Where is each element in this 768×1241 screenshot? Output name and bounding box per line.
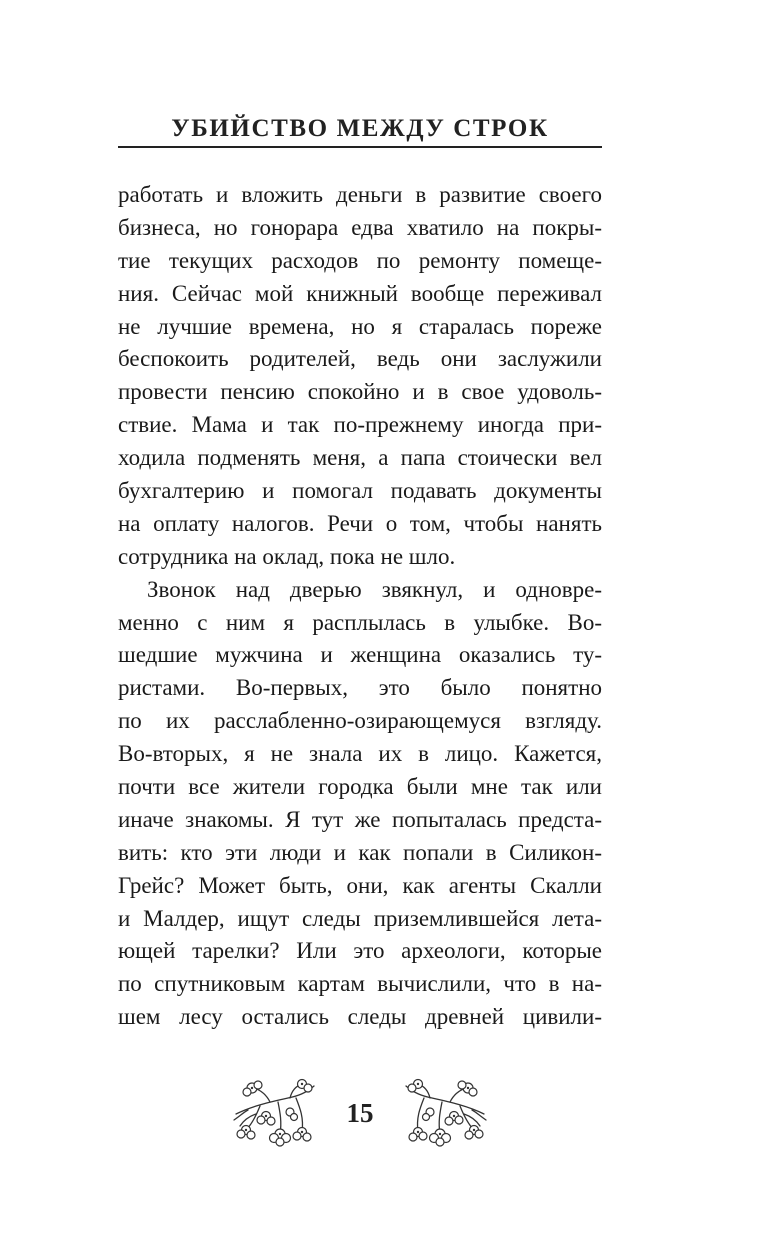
text-line: ния. Сейчас мой книжный вообще переживал bbox=[118, 280, 602, 306]
text-line: Грейс? Может быть, они, как агенты Скалли bbox=[118, 872, 602, 898]
text-line: бизнеса, но гонорара едва хватило на покры- bbox=[118, 214, 602, 240]
text-line: бухгалтерию и помогал подавать документы bbox=[118, 478, 602, 504]
text-line: провести пенсию спокойно и в свое удоволь- bbox=[118, 379, 602, 405]
body-text bbox=[118, 179, 602, 1034]
text-line: почти все жители городка были мне так или bbox=[118, 774, 602, 800]
text-line: ходила подменять меня, а папа стоически вел bbox=[118, 445, 602, 471]
text-line: ристами. Во-первых, это было понятно bbox=[118, 675, 602, 701]
running-title: УБИЙСТВО МЕЖДУ СТРОК bbox=[171, 115, 549, 142]
text-line: беспокоить родителей, ведь они заслужили bbox=[118, 346, 602, 372]
page-number: 15 bbox=[346, 1098, 374, 1128]
text-line: по спутниковым картам вычислили, что в на- bbox=[118, 971, 602, 997]
text-line: Звонок над дверью звякнул, и одновре- bbox=[147, 576, 602, 602]
floral-branch-right-icon bbox=[402, 1076, 490, 1152]
text-line: шем лесу остались следы древней цивили- bbox=[118, 1004, 602, 1030]
text-line: по их расслабленно-озирающемуся взгляду. bbox=[118, 708, 602, 734]
text-line: и Малдер, ищут следы приземлившейся лета- bbox=[118, 905, 602, 931]
text-line: тие текущих расходов по ремонту помеще- bbox=[118, 247, 602, 273]
text-line: иначе знакомы. Я тут же попыталась предста- bbox=[118, 806, 602, 832]
header-rule bbox=[118, 146, 602, 148]
text-line: ствие. Мама и так по-прежнему иногда при- bbox=[118, 412, 602, 438]
text-line: шедшие мужчина и женщина оказались ту- bbox=[118, 642, 602, 668]
text-line: работать и вложить деньги в развитие своего bbox=[118, 182, 602, 207]
text-line: не лучшие времена, но я старалась пореже bbox=[118, 313, 602, 339]
text-line: ющей тарелки? Или это археологи, которые bbox=[118, 938, 602, 964]
text-line: менно с ним я расплылась в улыбке. Во- bbox=[118, 609, 602, 635]
text-line: на оплату налогов. Речи о том, чтобы нанять bbox=[118, 510, 602, 536]
page-footer bbox=[230, 1076, 490, 1156]
text-line: вить: кто эти люди и как попали в Силикон- bbox=[118, 839, 602, 865]
text-line: Во-вторых, я не знала их в лицо. Кажется, bbox=[118, 741, 602, 767]
text-line: сотрудника на оклад, пока не шло. bbox=[118, 543, 456, 569]
